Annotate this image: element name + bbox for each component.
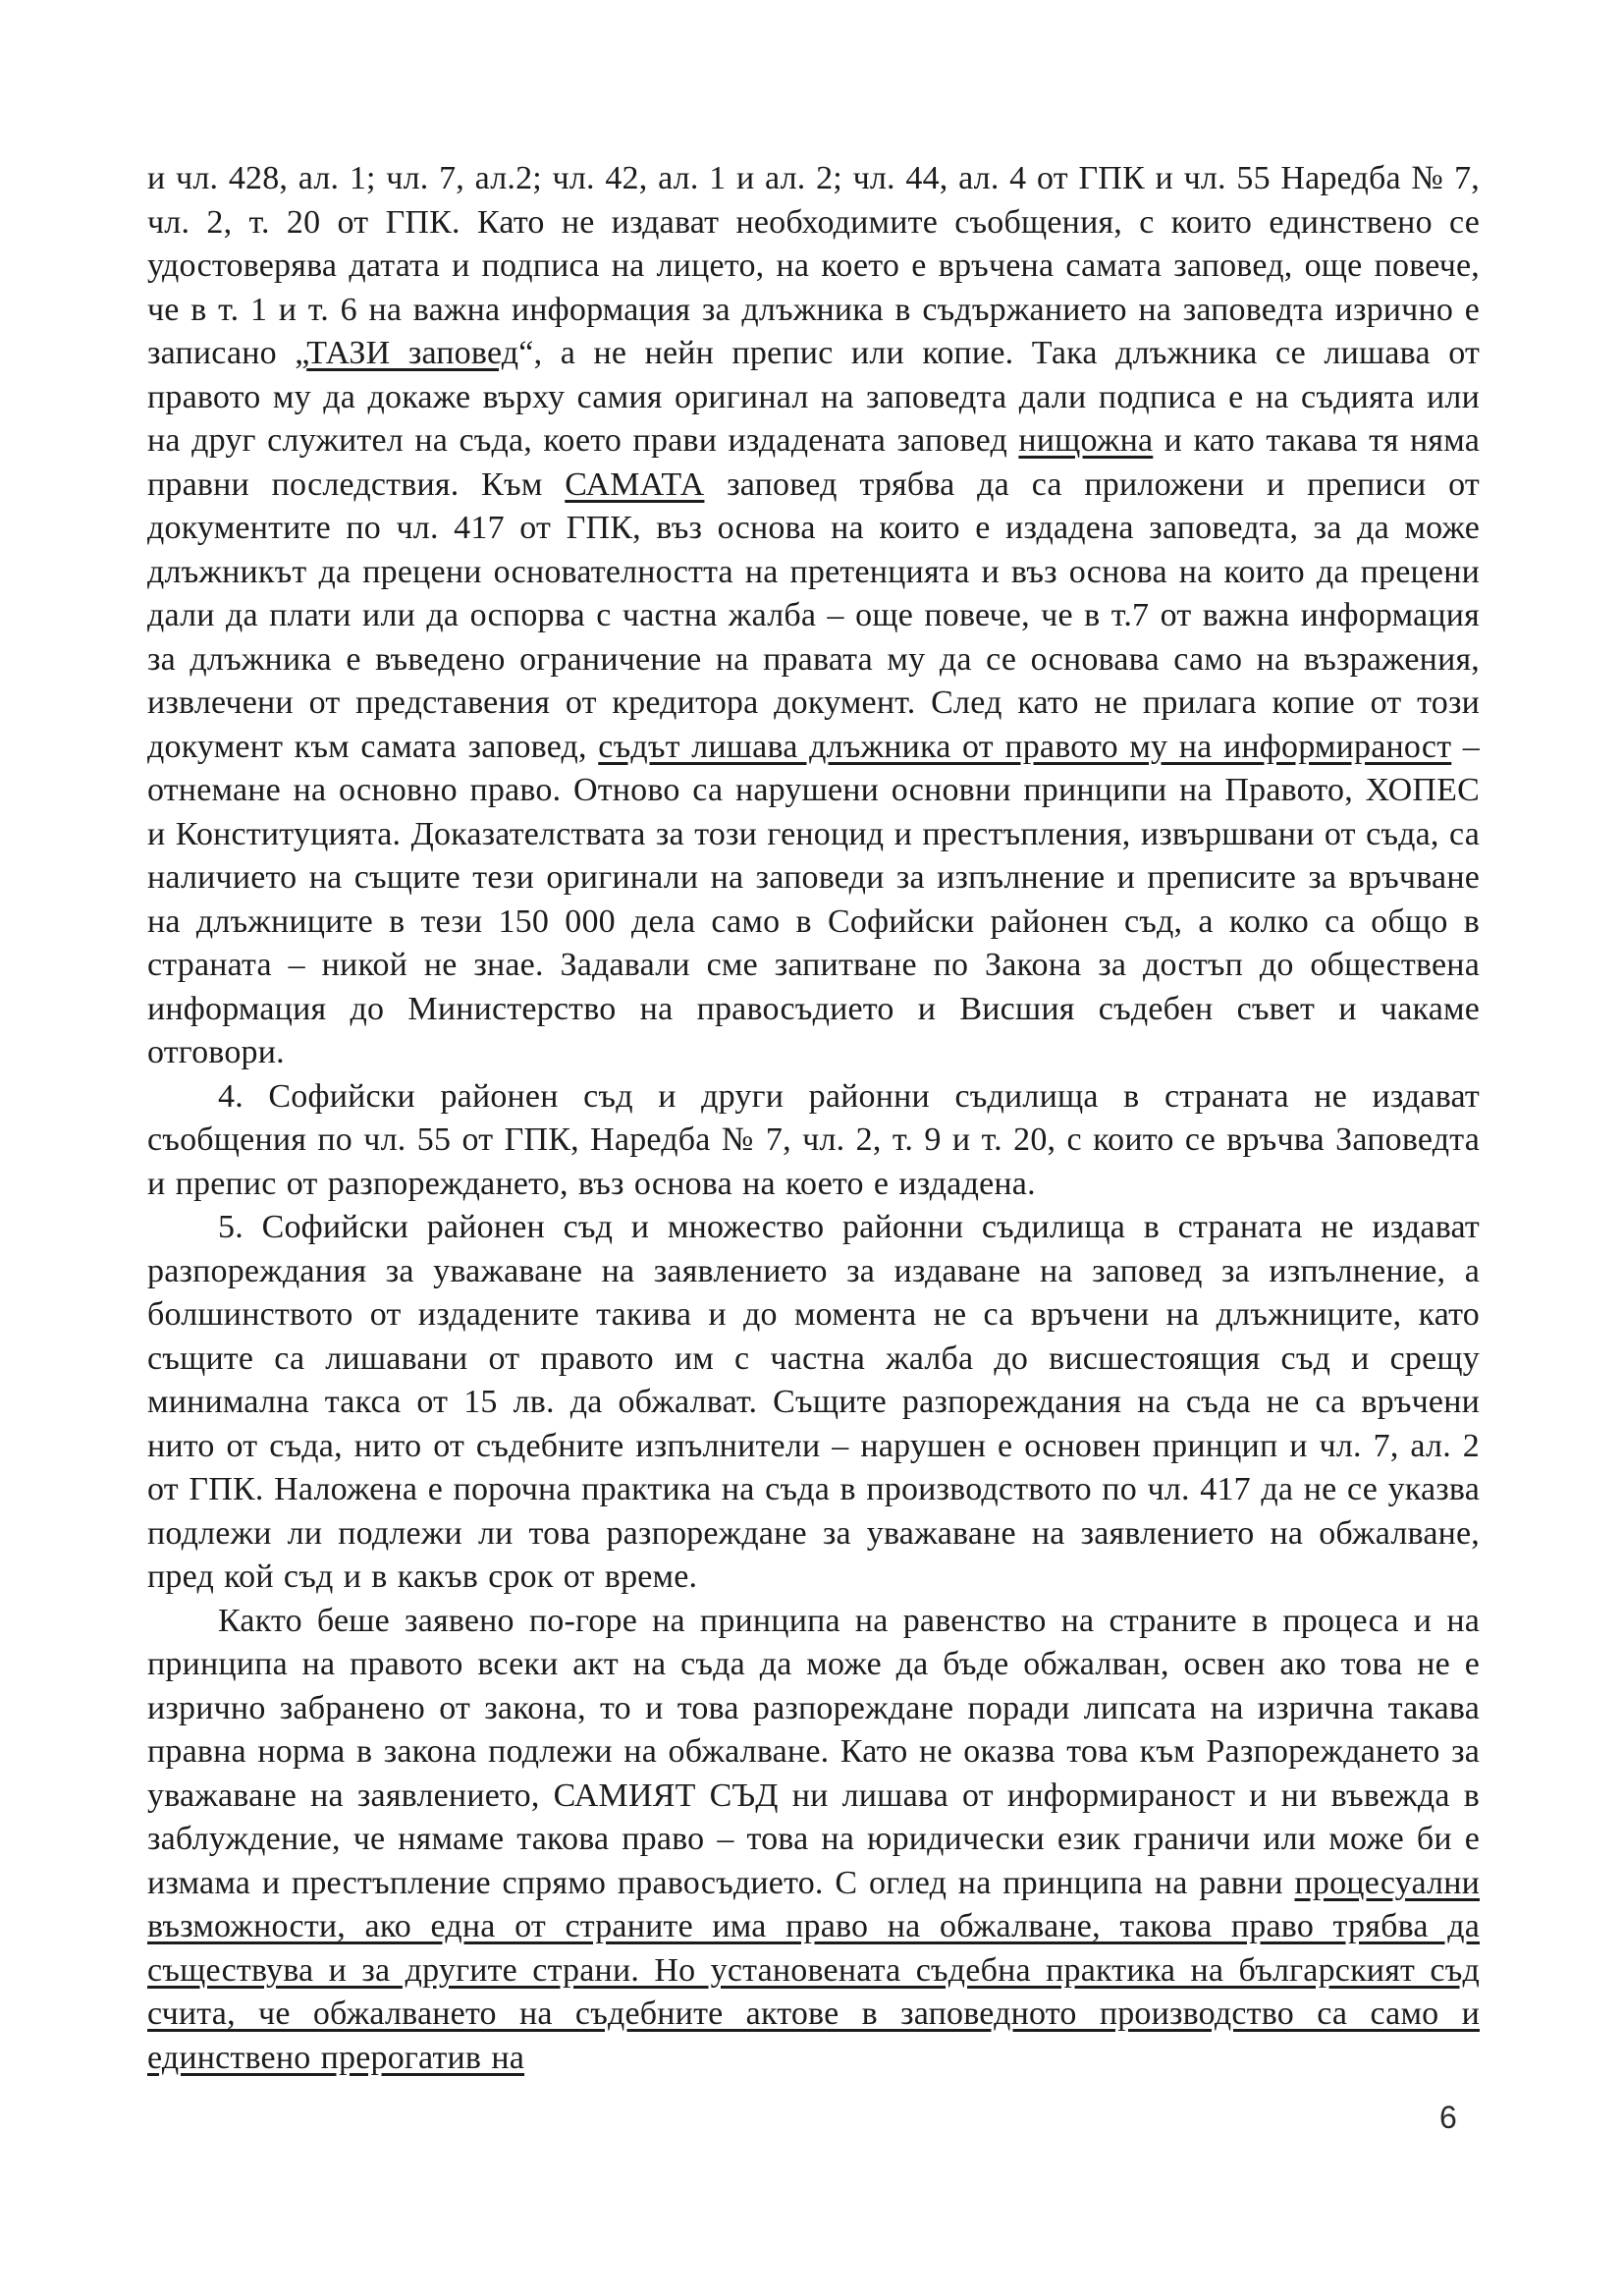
paragraph-continuation bbox=[147, 157, 1480, 1075]
paragraph-closing bbox=[147, 1600, 1480, 2081]
text-run: Както беше заявено по-горе на принципа на равенство на страните в процеса и на принципа на правото всеки акт на съда да може да бъде обжалван, освен ако това не е изрично забранено от закона, то и това разпореждане поради липсата на изрична такава правна норма в закона подлежи на обжалване. Като не оказва това към Разпореждането за уважаване на заявлението, САМИЯТ СЪД ни лишава от информираност и ни въвежда в заблуждение, че нямаме такова право – това на юридически език граничи или може би е измама и престъпление спрямо правосъдието. С оглед на принципа на равни bbox=[147, 1602, 1480, 1901]
underlined-text-run: нищожна bbox=[1018, 422, 1154, 459]
text-run: и като такава тя няма правни последствия. Към bbox=[147, 422, 1480, 503]
underlined-text-run: процесуални възможности, ако една от страните има право на обжалване, такова право трябва да съществува и за другите страни. Но установената съдебна практика на българският съд счита, че обжалването на съдебните актове в заповедното производство са само и единствено прерогатив на bbox=[147, 1864, 1480, 2076]
paragraph-item-4 bbox=[147, 1075, 1480, 1207]
text-run: 5. Софийски районен съд и множество районни съдилища в страната не издават разпореждания за уважаване на заявлението за издаване на заповед за изпълнение, а болшинството от издадените такива и до момента не са връчени на длъжниците, като същите са лишавани от правото им с частна жалба до висшестоящия съд и срещу минимална такса от 15 лв. да обжалват. Същите разпореждания на съда не са връчени нито от съда, нито от съдебните изпълнители – нарушен е основен принцип и чл. 7, ал. 2 от ГПК. Наложена е порочна практика на съда в производството по чл. 417 да не се указва подлежи ли подлежи ли това разпореждане за уважаване на заявлението на обжалване, пред кой съд и в какъв срок от време. bbox=[147, 1209, 1480, 1595]
document-body bbox=[147, 157, 1480, 2080]
text-run: 4. Софийски районен съд и други районни съдилища в страната не издават съобщения по чл. 55 от ГПК, Наредба № 7, чл. 2, т. 9 и т. 20, с които се връчва Заповедта и препис от разпореждането, въз основа на което е издадена. bbox=[147, 1077, 1480, 1202]
text-run: заповед трябва да са приложени и преписи от документите по чл. 417 от ГПК, въз основа на които е издадена заповедта, за да може длъжникът да прецени основателността на претенцията и въз основа на които да прецени дали да плати или да оспорва с частна жалба – още повече, че в т.7 от важна информация за длъжника е въведено ограничение на правата му да се основава само на възражения, извлечени от представения от кредитора документ. След като не прилага копие от този документ към самата заповед, bbox=[147, 465, 1480, 765]
underlined-text-run: съдът лишава длъжника от правото му на информираност bbox=[598, 728, 1452, 765]
page-number: 6 bbox=[1439, 2100, 1457, 2135]
underlined-text-run: САМАТА bbox=[565, 465, 705, 503]
text-run: – отнемане на основно право. Отново са нарушени основни принципи на Правото, ХОПЕС и Конституцията. Доказателствата за този геноцид и престъпления, извършвани от съда, са наличието на същите тези оригинали на заповеди за изпълнение и преписите за връчване на длъжниците в тези 150 000 дела само в Софийски районен съд, а колко са общо в страната – никой не знае. Задавали сме запитване по Закона за достъп до обществена информация до Министерство на правосъдието и Висшия съдебен съвет и чакаме отговори. bbox=[147, 728, 1481, 1070]
underlined-text-run: ТАЗИ заповед bbox=[306, 335, 519, 371]
text-run: и чл. 428, ал. 1; чл. 7, ал.2; чл. 42, ал. 1 и ал. 2; чл. 44, ал. 4 от ГПК и чл. 55 Наредба № 7, чл. 2, т. 20 от ГПК. Като не издават необходимите съобщения, с които единствено се удостоверява датата и подписа на лицето, на което е връчена самата заповед, още повече, че в т. 1 и т. 6 на важна информация за длъжника в съдържанието на заповедта изрично е записано „ bbox=[147, 160, 1480, 371]
text-run: “, а не нейн препис или копие. Така длъжника се лишава от правото му да докаже върху самия оригинал на заповедта дали подписа е на съдията или на друг служител на съда, което прави издадената заповед bbox=[147, 335, 1481, 459]
paragraph-item-5 bbox=[147, 1206, 1480, 1600]
